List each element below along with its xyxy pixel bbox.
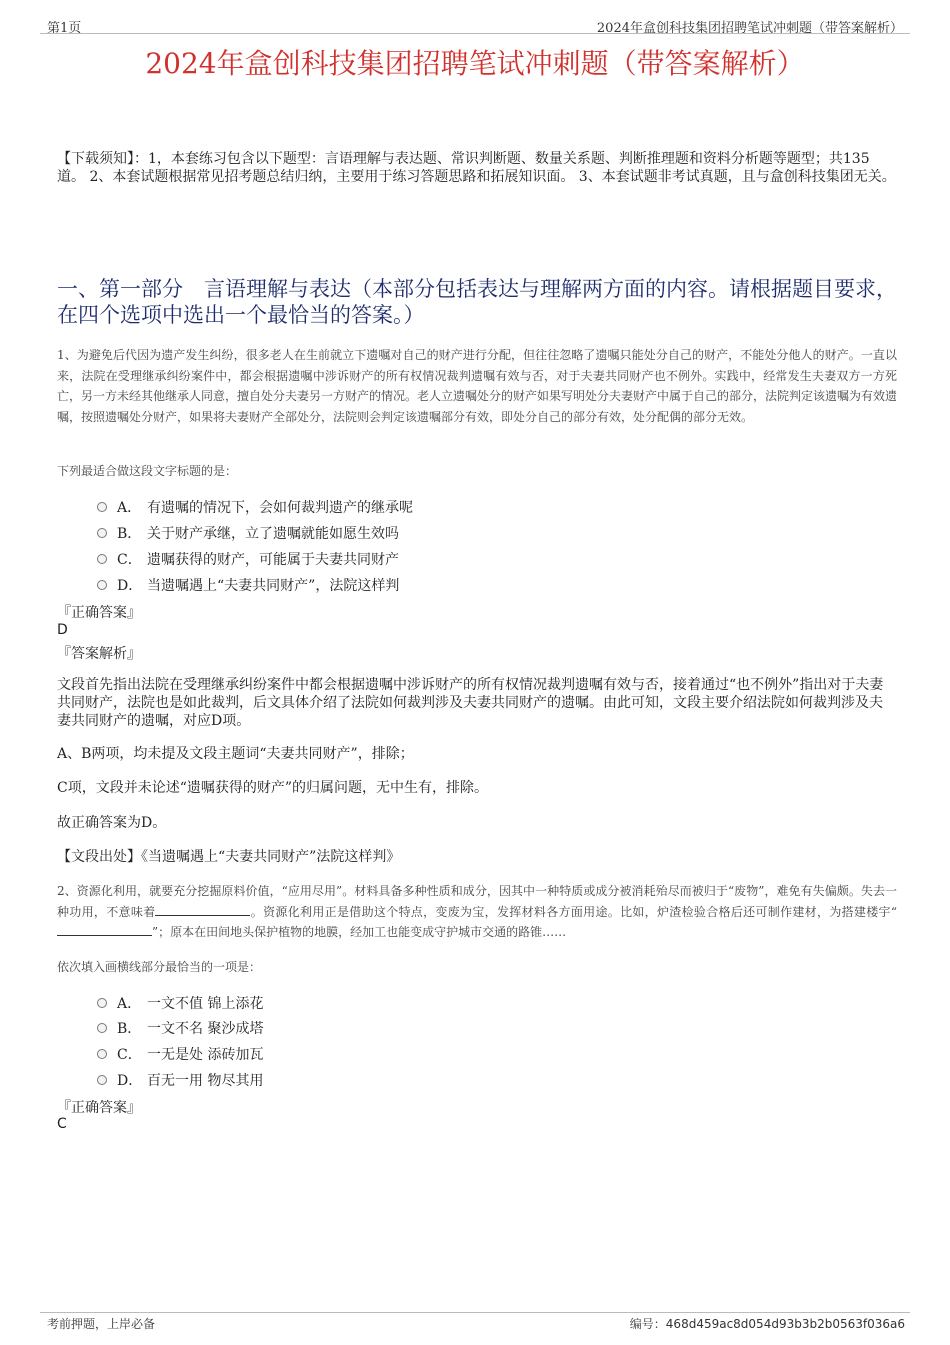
radio-icon[interactable] xyxy=(97,998,107,1008)
header-doc-title: 2024年盒创科技集团招聘笔试冲刺题（带答案解析） xyxy=(596,21,903,36)
option-letter: A． xyxy=(117,500,142,516)
q2-prompt: 依次填入画横线部分最恰当的一项是： xyxy=(57,960,262,974)
option-text: 一无是处 添砖加瓦 xyxy=(147,1047,264,1063)
radio-icon[interactable] xyxy=(97,1049,107,1059)
q1-option-b[interactable] xyxy=(97,523,399,543)
option-letter: A． xyxy=(117,996,142,1012)
q1-option-c[interactable] xyxy=(97,549,399,569)
radio-icon[interactable] xyxy=(97,580,107,590)
q2-passage-part3: ”；原本在田间地头保护植物的地膜，经加工也能变成守护城市交通的路锥…… xyxy=(152,925,567,939)
q1-answer-label: 『正确答案』 xyxy=(57,605,141,621)
q1-analysis-p1: 文段首先指出法院在受理继承纠纷案件中都会根据遗嘱中涉诉财产的所有权情况裁判遗嘱有效与否，接着通过“也不例外”指出对于夫妻共同财产，法院也是如此裁判，后文具体介绍了法院如何裁判涉及夫妻共同财产的遗嘱。由此可知，文段主要介绍法院如何裁判涉及夫妻共同财产的遗嘱，对应D项。 xyxy=(57,677,884,729)
radio-icon[interactable] xyxy=(97,528,107,538)
option-text: 一文不值 锦上添花 xyxy=(147,996,264,1012)
q2-option-b[interactable] xyxy=(97,1018,263,1038)
q1-analysis-label: 『答案解析』 xyxy=(57,646,141,662)
q1-passage: 1、为避免后代因为遗产发生纠纷，很多老人在生前就立下遗嘱对自己的财产进行分配，但往往忽略了遗嘱只能处分自己的财产，不能处分他人的财产。一直以来，法院在受理继承纠纷案件中，都会根据遗嘱中涉诉财产的所有权情况裁判遗嘱有效与否，对于夫妻共同财产也不例外。实践中，经常发生夫妻双方一方死亡，另一方未经其他继承人同意，擅自处分夫妻另一方财产的情况。老人立遗嘱处分的财产如果写明处分夫妻财产中属于自己的部分，法院判定该遗嘱为有效遗嘱，按照遗嘱处分财产，如果将夫妻财产全部处分，法院则会判定该遗嘱部分有效，即处分自己的部分有效，处分配偶的部分无效。 xyxy=(57,348,898,424)
download-notice: 【下载须知】：1，本套练习包含以下题型：言语理解与表达题、常识判断题、数量关系题、判断推理题和资料分析题等题型；共135道。 2、本套试题根据常见招考题总结归纳，主要用于练习答题思路和拓展知识面。 3、本套试题非考试真题，且与盒创科技集团无关。 xyxy=(57,151,896,185)
q2-passage-part2: 。资源化利用正是借助这个特点，变废为宝，发挥材料各方面用途。比如，炉渣检验合格后还可制作建材，为搭建楼宇“ xyxy=(250,904,897,919)
header-page-label: 第1页 xyxy=(47,21,82,36)
option-text: 遗嘱获得的财产，可能属于夫妻共同财产 xyxy=(147,552,399,568)
radio-icon[interactable] xyxy=(97,1075,107,1085)
q2-passage xyxy=(57,881,897,943)
page-title: 2024年盒创科技集团招聘笔试冲刺题（带答案解析） xyxy=(145,47,805,80)
option-text: 有遗嘱的情况下，会如何裁判遗产的继承呢 xyxy=(147,500,413,516)
q1-analysis-p4: 故正确答案为D。 xyxy=(57,815,167,831)
option-text: 当遗嘱遇上“夫妻共同财产”，法院这样判 xyxy=(147,578,400,594)
q1-analysis-p3: C项，文段并未论述“遗嘱获得的财产”的归属问题，无中生有，排除。 xyxy=(57,780,489,796)
fill-blank-2 xyxy=(57,924,152,936)
radio-icon[interactable] xyxy=(97,1023,107,1033)
q1-prompt: 下列最适合做这段文字标题的是： xyxy=(57,464,238,478)
q2-answer: C xyxy=(57,1116,67,1132)
footer-divider xyxy=(40,1312,910,1313)
radio-icon[interactable] xyxy=(97,502,107,512)
fill-blank-1 xyxy=(155,904,250,916)
q2-answer-label: 『正确答案』 xyxy=(57,1100,141,1116)
q2-passage-part1: 2、资源化利用，就要充分挖掘原料价值，“应用尽用”。材料具备多种性质和成分，因其中一种特质或成分被消耗殆尽而被归于“废物”，难免有失偏颇。失去一种功用，不意味着 xyxy=(57,884,897,919)
q1-answer: D xyxy=(57,622,68,638)
radio-icon[interactable] xyxy=(97,554,107,564)
option-text: 一文不名 聚沙成塔 xyxy=(147,1021,264,1037)
option-letter: C． xyxy=(117,1047,142,1063)
q2-option-c[interactable] xyxy=(97,1044,263,1064)
q1-source: 【文段出处】《当遗嘱遇上“夫妻共同财产”法院这样判》 xyxy=(57,849,401,865)
section-title: 一、第一部分 言语理解与表达（本部分包括表达与理解两方面的内容。请根据题目要求，在四个选项中选出一个最恰当的答案。） xyxy=(57,277,897,327)
option-letter: B． xyxy=(117,526,142,542)
option-text: 百无一用 物尽其用 xyxy=(147,1073,264,1089)
option-letter: B． xyxy=(117,1021,142,1037)
q1-option-d[interactable] xyxy=(97,575,399,595)
q2-option-a[interactable] xyxy=(97,993,263,1013)
footer-code xyxy=(630,1315,905,1332)
option-letter: C． xyxy=(117,552,142,568)
header-divider xyxy=(40,33,910,34)
q1-analysis-p2: A、B两项，均未提及文段主题词“夫妻共同财产”，排除； xyxy=(57,746,414,762)
option-letter: D． xyxy=(117,578,143,594)
footer-code-value: 468d459ac8d054d93b3b2b0563f036a6 xyxy=(665,1317,905,1331)
option-text: 关于财产承继，立了遗嘱就能如愿生效吗 xyxy=(147,526,399,542)
footer-code-label: 编号： xyxy=(629,1317,666,1331)
q1-option-a[interactable] xyxy=(97,497,413,517)
q2-option-d[interactable] xyxy=(97,1070,263,1090)
option-letter: D． xyxy=(117,1073,143,1089)
footer-slogan: 考前押题，上岸必备 xyxy=(47,1317,156,1331)
